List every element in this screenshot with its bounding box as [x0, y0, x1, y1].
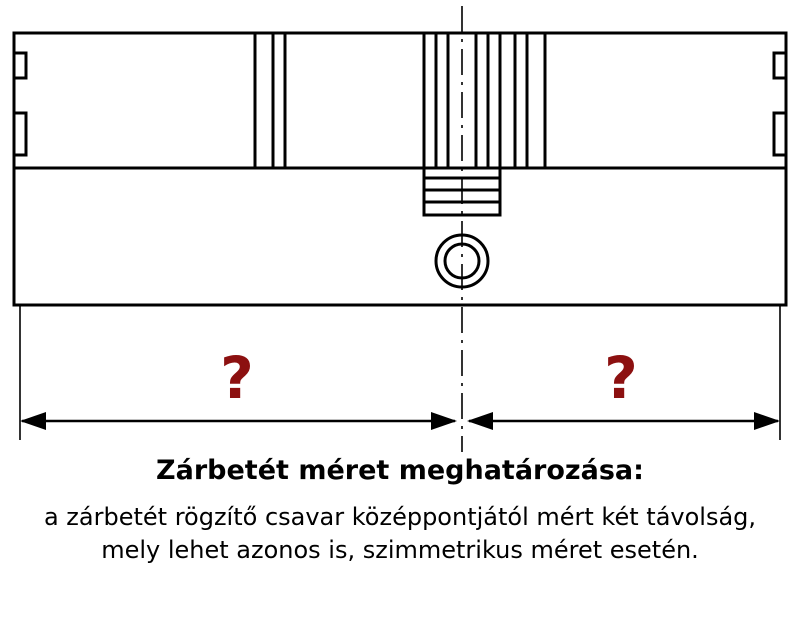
right-tab-upper: [774, 53, 786, 78]
caption-title: Zárbetét méret meghatározása:: [156, 455, 644, 486]
right-tab-lower: [774, 113, 786, 155]
arrowhead-left-inner: [431, 412, 457, 430]
right-dimension-question-mark: ?: [604, 344, 638, 412]
arrowhead-right-outer: [754, 412, 780, 430]
caption-line-2: mely lehet azonos is, szimmetrikus méret esetén.: [101, 535, 699, 564]
left-tab-lower: [14, 113, 26, 155]
caption-block: [0, 455, 800, 566]
arrowhead-left-outer: [20, 412, 46, 430]
left-dimension-question-mark: ?: [220, 344, 254, 412]
left-tab-upper: [14, 53, 26, 78]
arrowhead-right-inner: [467, 412, 493, 430]
caption-line-1: a zárbetét rögzítő csavar középpontjától mért két távolság,: [43, 503, 757, 532]
